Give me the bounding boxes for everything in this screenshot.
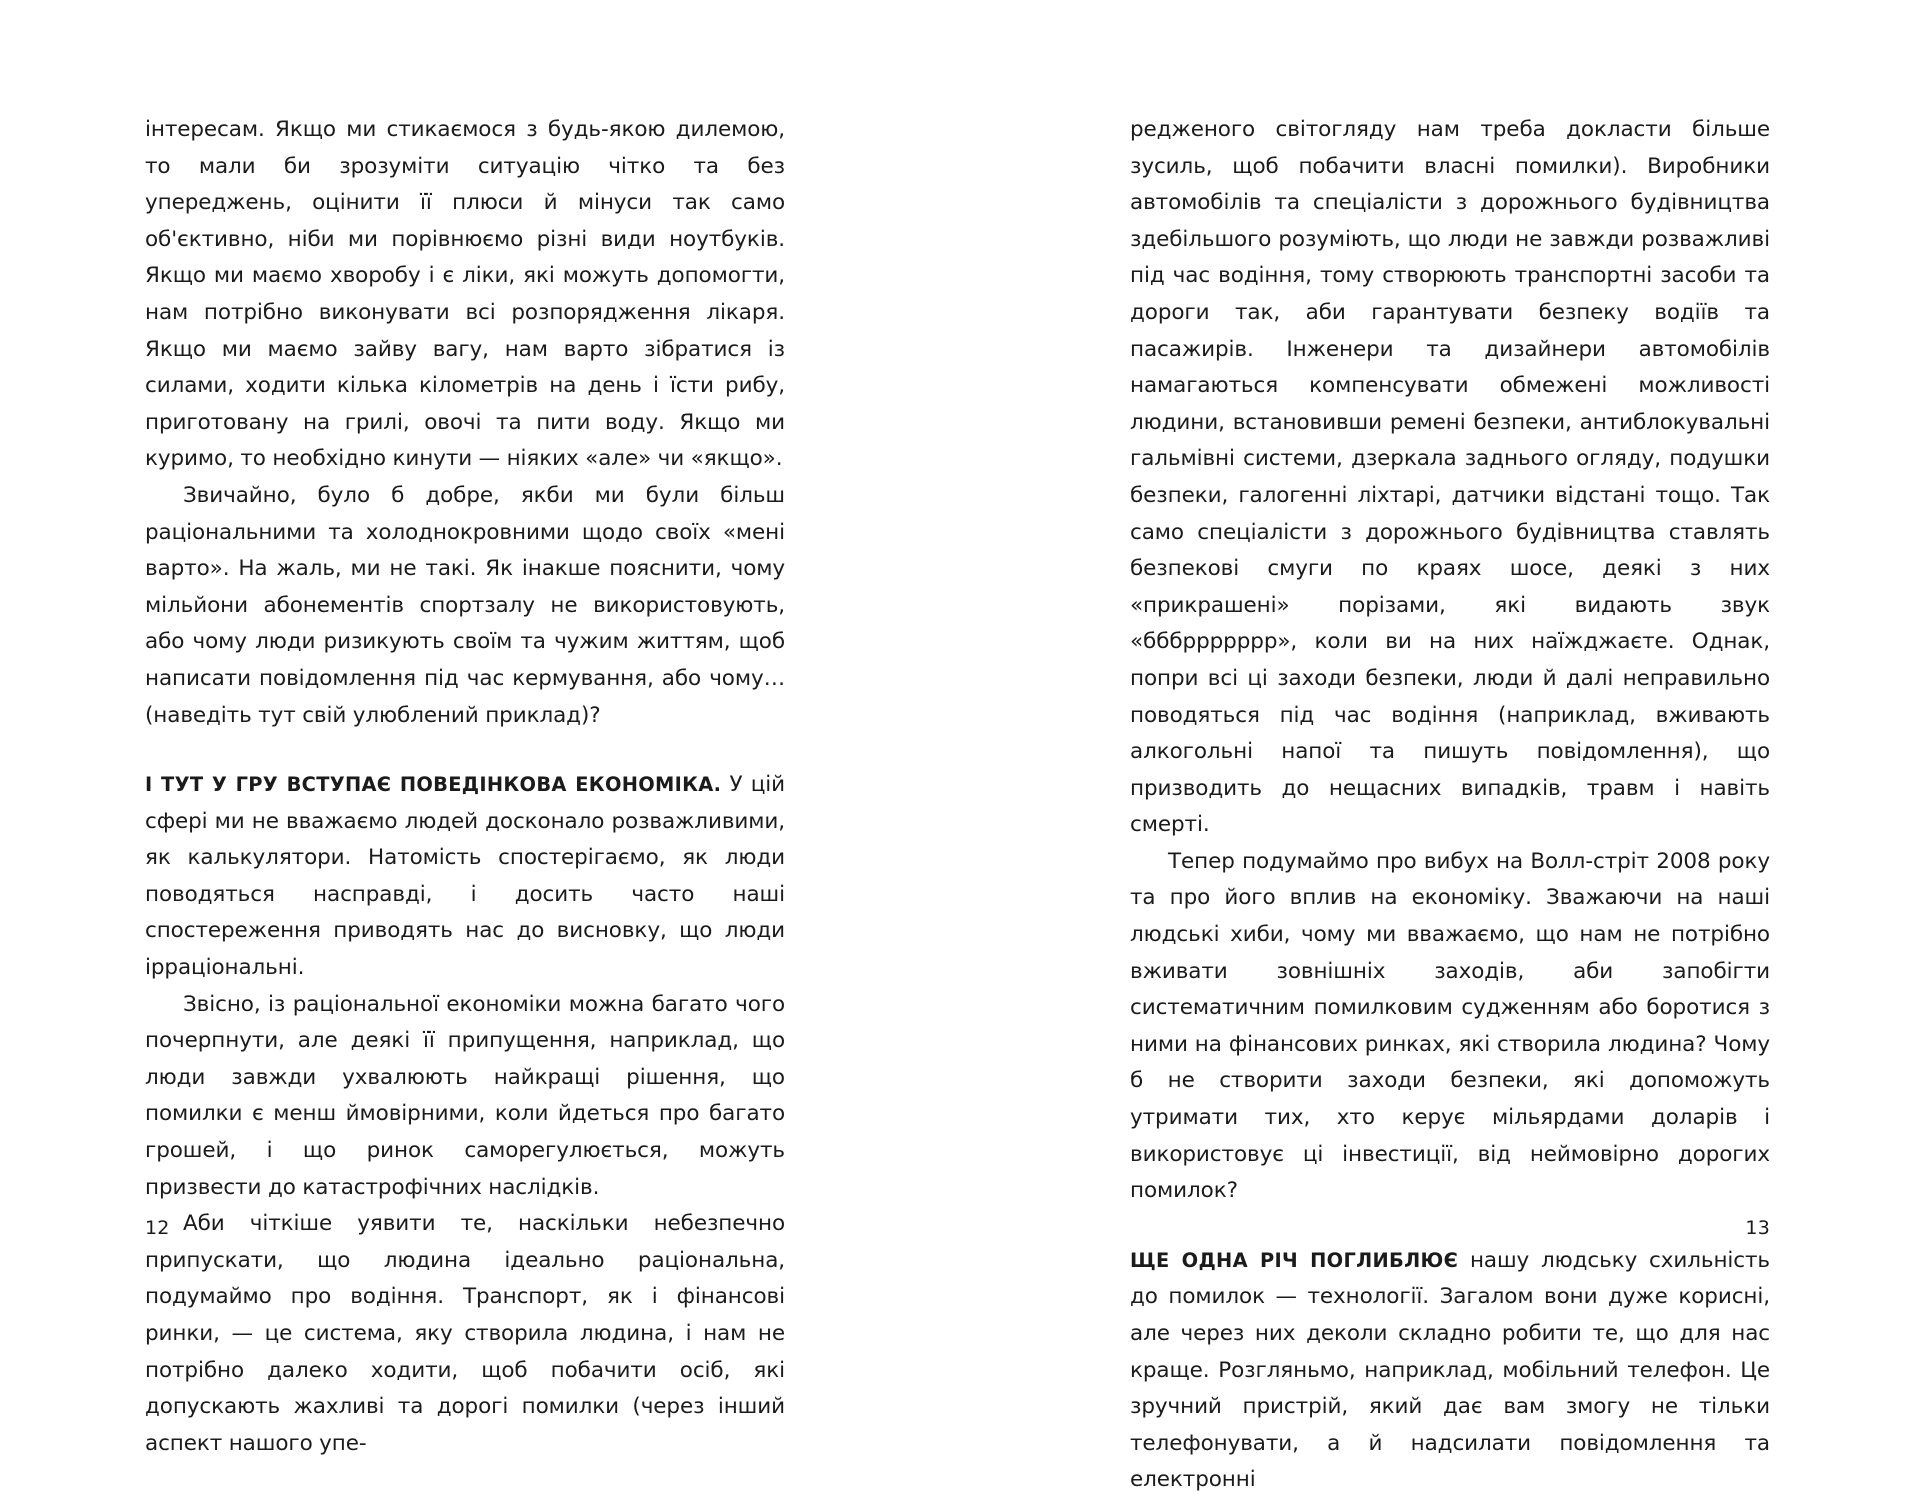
paragraph: Звичайно, було б добре, якби ми були більш раціональними та холоднокровними щодо своїх «мені варто». На жаль, ми не такі. Як інакше пояснити, чому мільйони абонементів спортзалу не використовують, або чому люди ризикують своїм та чужим життям, щоб написати повідомлення під час кермування, або чому… (наведіть тут свій улюблений приклад)?	[145, 482, 785, 728]
page-number: 12	[145, 1217, 170, 1239]
paragraph-body: нашу людську схильність до помилок — технології. Загалом вони дуже корисні, але через них деколи складно робити те, що для нас краще. Розгляньмо, наприклад, мобільний телефон. Це зручний пристрій, який дає вам змогу не тільки телефонувати, а й надсилати повідомлення та електронні	[1130, 1247, 1770, 1493]
lead-in-phrase: І ТУТ У ГРУ ВСТУПАЄ ПОВЕДІНКОВА ЕКОНОМІКА.	[145, 773, 722, 797]
page-left	[0, 0, 960, 1456]
text-column-left	[145, 112, 785, 1462]
paragraph-body: У цій сфері ми не вважаємо людей досконало розважливими, як калькулятори. Натомість спостерігаємо, як люди поводяться насправді, і досить часто наші спостереження приводять нас до висновку, що люди ірраціональні.	[145, 772, 785, 981]
page-right	[960, 0, 1920, 1493]
paragraph: Звісно, із раціональної економіки можна багато чого почерпнути, але деякі її припущення, наприклад, що люди завжди ухвалюють найкращі рішення, що помилки є менш ймовірними, коли йдеться про багато грошей, і що ринок саморегулюється, можуть призвести до катастрофічних наслідків.	[145, 991, 785, 1200]
paragraph: Аби чіткіше уявити те, наскільки небезпечно припускати, що людина ідеально раціональна, подумаймо про водіння. Транспорт, як і фінансові ринки, — це система, яку створила людина, і нам не потрібно далеко ходити, щоб побачити осіб, які допускають жахливі та дорогі помилки (через інший аспект нашого упе-	[145, 1211, 785, 1456]
paragraph: інтересам. Якщо ми стикаємося з будь-якою дилемою, то мали би зрозуміти ситуацію чітко та без упереджень, оцінити її плюси й мінуси так само об'єктивно, ніби ми порівнюємо різні види ноутбуків. Якщо ми маємо хворобу і є ліки, які можуть допомогти, нам потрібно виконувати всі розпорядження лікаря. Якщо ми маємо зайву вагу, нам варто зібратися із силами, ходити кілька кілометрів на день і їсти рибу, приготовану на грилі, овочі та пити воду. Якщо ми куримо, то необхідно кинути — ніяких «але» чи «якщо».	[145, 117, 785, 472]
text-column-right	[1130, 112, 1770, 1499]
paragraph-with-lead-in	[1130, 1243, 1770, 1499]
paragraph-with-lead-in	[145, 767, 785, 987]
paragraph: редженого світогляду нам треба докласти більше зусиль, щоб побачити власні помилки). Виробники автомобілів та спеціалісти з дорожнього будівництва здебільшого розуміють, що люди не завжди розважливі під час водіння, тому створюють транспортні засоби та дороги так, аби гарантувати безпеку водіїв та пасажирів. Інженери та дизайнери автомобілів намагаються компенсувати обмежені можливості людини, встановивши ремені безпеки, антиблокувальні гальмівні системи, дзеркала заднього огляду, подушки безпеки, галогенні ліхтарі, датчики відстані тощо. Так само спеціалісти з дорожнього будівництва ставлять безпекові смуги по краях шосе, деякі з них «прикрашені» порізами, які видають звук «бббррррррр», коли ви на них наїжджаєте. Однак, попри всі ці заходи безпеки, люди й далі неправильно поводяться під час водіння (наприклад, вживають алкогольні напої та пишуть повідомлення), що призводить до нещасних випадків, травм і навіть смерті.	[1130, 117, 1770, 838]
paragraph: Тепер подумаймо про вибух на Волл-стріт 2008 року та про його вплив на економіку. Зважаючи на наші людські хиби, чому ми вважаємо, що нам не потрібно вживати зовнішніх заходів, аби запобігти систематичним помилковим судженням або боротися з ними на фінансових ринках, які створила людина? Чому б не створити заходи безпеки, які допоможуть утримати тих, хто керує мільярдами доларів і використовує ці інвестиції, від неймовірно дорогих помилок?	[1130, 848, 1770, 1204]
page-number: 13	[1745, 1217, 1770, 1239]
lead-in-phrase: ЩЕ ОДНА РІЧ ПОГЛИБЛЮЄ	[1130, 1248, 1459, 1272]
